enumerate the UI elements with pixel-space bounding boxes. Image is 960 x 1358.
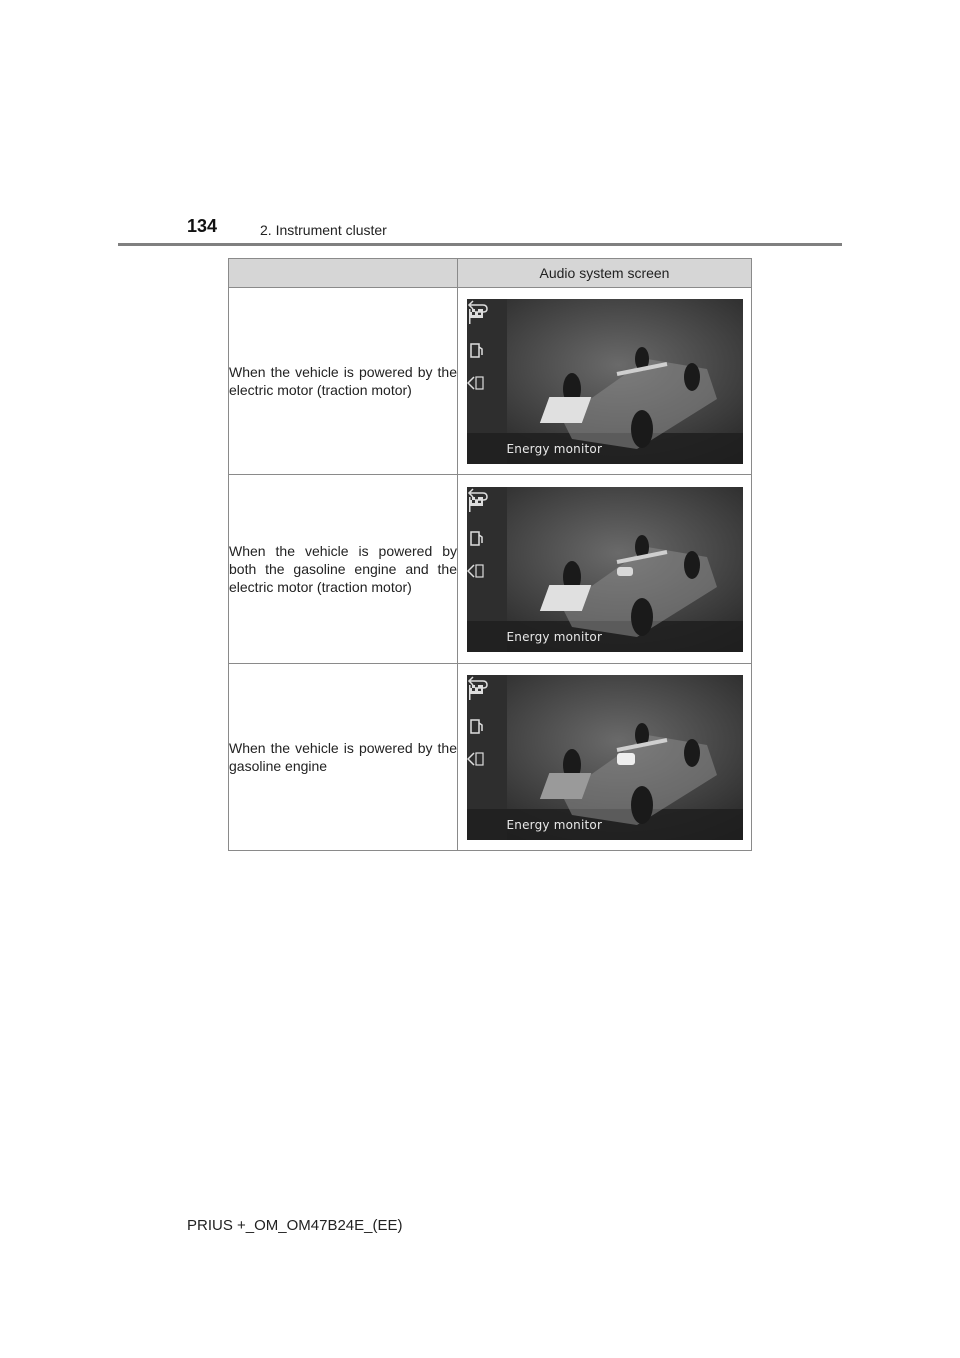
energy-monitor-screenshot	[467, 487, 743, 652]
car-illustration	[467, 299, 743, 464]
table-header-audio-screen: Audio system screen	[458, 259, 752, 288]
table-row	[229, 475, 752, 664]
condition-text: When the vehicle is powered by both the gasoline engine and the electric motor (traction motor)	[229, 475, 458, 664]
header-rule	[118, 243, 842, 246]
energy-monitor-table	[228, 258, 752, 851]
condition-text: When the vehicle is powered by the gasoline engine	[229, 664, 458, 851]
energy-monitor-screenshot	[467, 675, 743, 840]
condition-text: When the vehicle is powered by the electric motor (traction motor)	[229, 288, 458, 475]
back-arrow-icon[interactable]	[467, 487, 489, 501]
car-illustration	[467, 675, 743, 840]
screen-title: Energy monitor	[506, 629, 603, 644]
page-number: 134	[187, 216, 218, 236]
table-row	[229, 288, 752, 475]
energy-monitor-screenshot	[467, 299, 743, 464]
energy-icon	[467, 374, 485, 392]
table-header-empty	[229, 259, 458, 288]
back-arrow-icon[interactable]	[467, 675, 489, 689]
fuel-pump-icon	[467, 717, 485, 735]
table-header-row	[229, 259, 752, 288]
section-title: 2. Instrument cluster	[260, 222, 387, 238]
energy-icon	[467, 750, 485, 768]
fuel-pump-icon	[467, 529, 485, 547]
back-arrow-icon[interactable]	[467, 299, 489, 313]
fuel-pump-icon	[467, 341, 485, 359]
screen-title: Energy monitor	[506, 441, 603, 456]
document-code: PRIUS +_OM_OM47B24E_(EE)	[187, 1217, 403, 1234]
car-illustration	[467, 487, 743, 652]
table-row	[229, 664, 752, 851]
energy-icon	[467, 562, 485, 580]
screen-title: Energy monitor	[506, 817, 603, 832]
